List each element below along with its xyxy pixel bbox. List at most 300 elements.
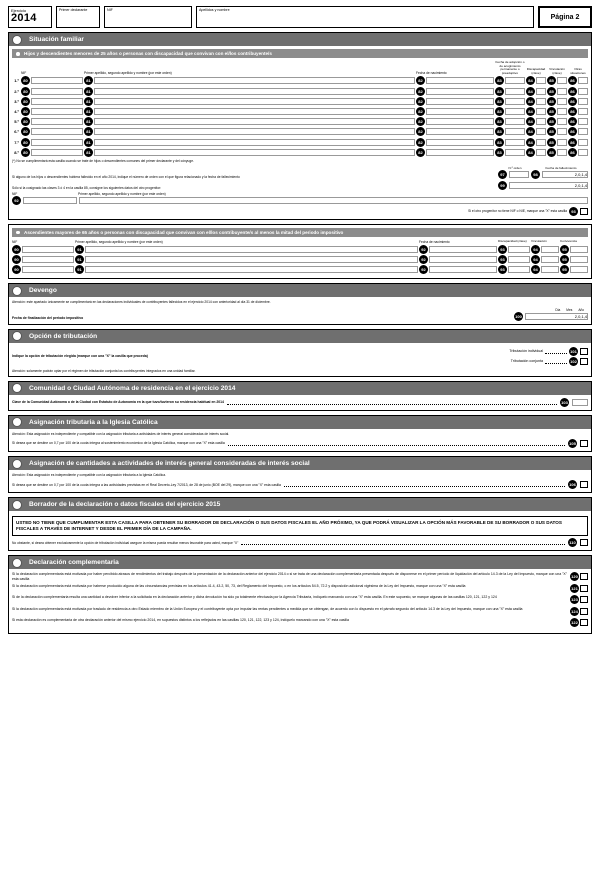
field-number: 84: [526, 117, 535, 126]
input-nif[interactable]: [22, 256, 74, 263]
checkbox-complementaria[interactable]: [580, 596, 588, 603]
ejercicio-year: 2014: [11, 12, 37, 24]
complementaria-text: Si de la declaración complementaria resulta una cantidad a devolver inferior a la solicitada en la declaración anterior y dicha devolución ha sido ya totalmente efectuada por la Agencia Tributaria, indíquelo marcando con una "X" esta casilla. En este supuesto, se marque algunas de las casillas 120, 121, 122 y 124: [12, 595, 497, 600]
input-fecha-adopcion[interactable]: [505, 88, 525, 95]
input-discapacidad[interactable]: [508, 246, 530, 253]
section-title-situacion-familiar: [9, 33, 591, 46]
field-number: 85: [547, 117, 556, 126]
row-index: 5.º: [14, 119, 19, 125]
input-discapacidad[interactable]: [536, 77, 546, 84]
field-number: 93: [498, 245, 507, 254]
section-title-complementaria: [9, 556, 591, 569]
nif-label: NIF: [107, 8, 113, 12]
field-number: 99: [498, 181, 507, 190]
tributacion-indique: Indique la opción de tributación elegida (marque con una "X" la casilla que proceda): [12, 353, 148, 358]
section-title-actividades: [9, 457, 591, 470]
field-number: 82: [416, 87, 425, 96]
label-dia: Día: [555, 307, 561, 312]
input-nif[interactable]: [31, 118, 83, 125]
input-fecha-nac[interactable]: [426, 118, 494, 125]
input-nombre[interactable]: [85, 266, 418, 273]
subsection-descendientes: [12, 49, 588, 58]
input-nombre[interactable]: [94, 77, 415, 84]
devengo-label: Fecha de finalización del periodo impositivo: [12, 316, 84, 321]
field-number: 84: [526, 138, 535, 147]
field-number: 83: [495, 76, 504, 85]
footnote-asterisk: (*) No se cumplimentará esta casilla cuando se trate de hijos o descendientes comunes del primer declarante y del cónyuge.: [12, 158, 194, 163]
field-number: 84: [526, 97, 535, 106]
row-index: 1.º: [14, 78, 19, 84]
input-fecha-adopcion[interactable]: [505, 77, 525, 84]
checkbox-complementaria[interactable]: [580, 608, 588, 615]
field-number: 85: [547, 97, 556, 106]
field-number: 81: [84, 127, 93, 136]
section-bullet-icon: [12, 459, 22, 469]
field-number: 82: [416, 127, 425, 136]
section-title-comunidad: [9, 382, 591, 395]
input-clave-comunidad[interactable]: [572, 399, 588, 406]
descendientes-column-headers: [12, 61, 588, 75]
field-number: 81: [84, 76, 93, 85]
input-nif[interactable]: [31, 128, 83, 135]
row-index: 2.º: [14, 88, 19, 94]
field-number: 84: [526, 148, 535, 157]
field-number: 124: [571, 608, 578, 614]
borrador-small-text: No obstante, si desea obtener exclusivamente la opción de tributación individual asegure la misma pueda resultar menos favorable para usted, marque "X": [12, 540, 239, 545]
prog-sin-nif-text: Si el otro progenitor no tiene NIF o NIE, marque una "X" esta casilla: [468, 209, 567, 214]
complementaria-text: Si la declaración complementaria está motivada por haber percibido atrasos de rendimientos del trabajo después de la presentación de la declaración anterior del ejercicio 2014 o si se trata de una declaración complementaria presentada después de disponerse en el primer período de liquidación del artículo 14.3 de la Ley del Impuesto, marque con una "X" esta casilla: [12, 572, 567, 581]
section-bullet-icon: [12, 383, 22, 393]
field-number: 91: [75, 245, 84, 254]
input-fecha-adopcion[interactable]: [505, 128, 525, 135]
ascendientes-column-headers: [12, 240, 588, 244]
field-number: 80: [21, 127, 30, 136]
field-number: 91: [75, 265, 84, 274]
field-number: 85: [547, 107, 556, 116]
checkbox-complementaria[interactable]: [580, 585, 588, 592]
field-number: 80: [21, 97, 30, 106]
input-nombre[interactable]: [85, 246, 418, 253]
section-opcion-tributacion: [8, 329, 592, 377]
field-number: 103: [561, 399, 568, 405]
apellidos-field[interactable]: [196, 6, 534, 28]
input-fecha-nac[interactable]: [429, 246, 497, 253]
input-discapacidad[interactable]: [508, 256, 530, 263]
iglesia-atencion: Atención: Esta asignación es independiente y compatible con la asignación tributaria a actividades de interés general consideradas de interés social.: [12, 431, 230, 436]
field-number: 82: [416, 97, 425, 106]
input-fecha-nac[interactable]: [426, 98, 494, 105]
field-number: 83: [495, 107, 504, 116]
field-number: 95: [560, 255, 569, 264]
table-row[interactable]: [12, 76, 588, 85]
field-number: 83: [495, 138, 504, 147]
row-index: 8.º: [14, 149, 19, 155]
label-tributacion-individual: Tributación individual: [509, 349, 543, 354]
section-bullet-icon: [12, 331, 22, 341]
field-number: 84: [526, 127, 535, 136]
input-nombre[interactable]: [94, 88, 415, 95]
field-number: 110: [569, 540, 576, 546]
field-number: 80: [21, 148, 30, 157]
col-discapacidad: Discapacidad (clave): [526, 67, 546, 75]
input-nombre[interactable]: [94, 98, 415, 105]
input-vinculacion[interactable]: [557, 118, 567, 125]
page-number: Página 2: [538, 6, 592, 28]
col-convivencia: Convivencia: [560, 239, 577, 244]
subsection-label: Ascendientes mayores de 65 años o personas con discapacidad que convivan con el/los contribuyente/s al menos la mitad del periodo impositivo: [24, 229, 344, 235]
field-number: 85: [547, 148, 556, 157]
input-discapacidad[interactable]: [536, 118, 546, 125]
input-nif[interactable]: [31, 108, 83, 115]
primer-declarante-box: [56, 6, 100, 28]
complementaria-text: Si la declaración complementaria está motivada por haberse producido alguna de las circunstancias previstas en los artículos 41.4, 43.2, 50, 73, del Reglamento del Impuesto, o en los artículos 54.5, 72.2 y disposición adicional vigésima de la Ley del Impuesto, marque con una "X" esta casilla: [12, 583, 466, 588]
input-otras[interactable]: [578, 118, 588, 125]
field-number: 80: [21, 138, 30, 147]
input-fecha-finalizacion[interactable]: 2,0,1,4: [525, 313, 588, 320]
field-number: 83: [495, 97, 504, 106]
input-convivencia[interactable]: [570, 256, 588, 263]
section-label: Situación familiar: [29, 36, 84, 43]
field-number: 86: [568, 138, 577, 147]
input-nif[interactable]: [31, 77, 83, 84]
input-fecha-fallecimiento[interactable]: 2,0,1,4: [542, 171, 588, 178]
input-fecha-nac[interactable]: [426, 149, 494, 156]
input-vinculacion[interactable]: [541, 266, 559, 273]
input-fecha-nac[interactable]: [426, 77, 494, 84]
section-ascendientes: [8, 224, 592, 280]
field-number: 90: [12, 245, 21, 254]
option-individual[interactable]: [438, 347, 588, 356]
ejercicio-box: [8, 6, 52, 28]
input-otras[interactable]: [578, 108, 588, 115]
field-number: 86: [568, 97, 577, 106]
list-item[interactable]: [12, 584, 588, 593]
field-number: 81: [84, 148, 93, 157]
input-nif[interactable]: [31, 98, 83, 105]
list-item[interactable]: [12, 618, 588, 627]
row-index: 7.º: [14, 139, 19, 145]
list-item[interactable]: [12, 572, 588, 581]
field-number: 97: [498, 170, 507, 179]
complementaria-text: Si esta declaración es complementaria de otra declaración anterior del mismo ejercicio 2014, en supuestos distintos a los reflejados en las casillas 120, 121, 122, 123 y 124, indíquelo marcando con una "X" esta casilla: [12, 618, 349, 623]
table-row[interactable]: [12, 107, 588, 116]
field-number: 94: [531, 255, 540, 264]
field-number: 93: [569, 207, 578, 216]
input-nif[interactable]: [22, 266, 74, 273]
section-actividades: [8, 456, 592, 493]
section-label: Comunidad o Ciudad Autónoma de residencia en el ejercicio 2014: [29, 384, 236, 392]
col-vinculacion: Vinculación (clave): [549, 67, 565, 75]
nif-field[interactable]: [104, 6, 192, 28]
section-label: Asignación tributaria a la Iglesia Católica: [29, 418, 158, 426]
input-discapacidad[interactable]: [536, 108, 546, 115]
table-row[interactable]: [12, 148, 588, 157]
field-number: 85: [547, 138, 556, 147]
input-otras[interactable]: [578, 149, 588, 156]
primer-declarante-label: Primer declarante: [59, 8, 88, 12]
input-claves-fecha[interactable]: 2,0,1,4: [509, 182, 588, 189]
input-vinculacion[interactable]: [557, 88, 567, 95]
input-otras[interactable]: [578, 139, 588, 146]
section-label: Asignación de cantidades a actividades de interés general consideradas de interés social: [29, 460, 310, 468]
field-number: 84: [526, 76, 535, 85]
input-fecha-adopcion[interactable]: [505, 108, 525, 115]
input-fecha-nac[interactable]: [426, 108, 494, 115]
field-number: 80: [21, 76, 30, 85]
input-fecha-nac[interactable]: [429, 266, 497, 273]
input-fecha-adopcion[interactable]: [505, 98, 525, 105]
section-situacion-familiar: [8, 32, 592, 220]
label-prog-nombre: Primer apellido, segundo apellido y nombre (por este orden): [78, 191, 166, 196]
field-number: 81: [84, 117, 93, 126]
section-bullet-icon: [12, 500, 22, 510]
field-number: 81: [84, 97, 93, 106]
row-index: 4.º: [14, 108, 19, 114]
input-discapacidad[interactable]: [536, 149, 546, 156]
input-nif[interactable]: [31, 149, 83, 156]
field-number: 98: [531, 170, 540, 179]
field-number: 85: [547, 127, 556, 136]
input-fecha-adopcion[interactable]: [505, 149, 525, 156]
field-number: 92: [419, 255, 428, 264]
field-number: 105: [569, 441, 576, 447]
iglesia-text: Si desea que se destine un 0,7 por 100 de la cuota íntegra al sostenimiento económico de la Iglesia Católica, marque con una "X" esta casilla: [12, 441, 225, 446]
field-number: 101: [570, 348, 577, 354]
input-nif[interactable]: [31, 139, 83, 146]
input-vinculacion[interactable]: [557, 77, 567, 84]
field-number: 83: [495, 87, 504, 96]
field-number: 86: [568, 107, 577, 116]
apellidos-label: Apellidos y nombre: [199, 8, 230, 12]
devengo-atencion: Atención: este apartado únicamente se cumplimentará en las declaraciones individuales de contribuyentes fallecidos en el ejercicio 2014 con anterioridad al día 31 de diciembre.: [12, 300, 271, 305]
input-prog-nombre[interactable]: [79, 197, 588, 204]
input-nombre[interactable]: [94, 118, 415, 125]
field-number: 86: [568, 117, 577, 126]
field-number: 81: [84, 107, 93, 116]
field-number: 83: [495, 127, 504, 136]
input-convivencia[interactable]: [570, 246, 588, 253]
field-number: 86: [568, 76, 577, 85]
field-number: 85: [547, 87, 556, 96]
input-fecha-nac[interactable]: [426, 128, 494, 135]
checkbox-actividades[interactable]: [580, 481, 588, 488]
input-otras[interactable]: [578, 98, 588, 105]
input-otras[interactable]: [578, 77, 588, 84]
complementaria-text: Si la declaración complementaria está motivada por traslado de residencia a otro Estado miembro de la Unión Europea y el contribuyente opta por imputar las rentas pendientes a medida que se obtengan, de acuerdo con lo dispuesto en el párrafo segundo del artículo 14.3 de la Ley del Impuesto, marque con una "X" esta casilla: [12, 606, 523, 611]
field-number: 92: [12, 196, 21, 205]
field-number: 86: [568, 87, 577, 96]
field-number: 80: [21, 117, 30, 126]
input-discapacidad[interactable]: [536, 98, 546, 105]
input-nif[interactable]: [31, 88, 83, 95]
col-nif: NIF: [21, 71, 27, 76]
input-fecha-adopcion[interactable]: [505, 139, 525, 146]
list-item[interactable]: [12, 595, 588, 604]
col-nombre: Primer apellido, segundo apellido y nombre (por este orden): [84, 71, 172, 76]
field-number: 122: [571, 620, 578, 626]
label-fecha-fallecimiento: Fecha de fallecimiento: [545, 165, 577, 170]
field-number: 82: [416, 107, 425, 116]
label-mes: Mes: [566, 307, 573, 312]
field-number: 93: [498, 265, 507, 274]
row-index: 6.º: [14, 129, 19, 135]
field-number: 80: [21, 107, 30, 116]
checkbox-borrador[interactable]: [580, 539, 588, 546]
field-number: 82: [416, 148, 425, 157]
label-anio: Año: [578, 307, 584, 312]
field-number: 95: [560, 265, 569, 274]
input-discapacidad[interactable]: [536, 88, 546, 95]
input-vinculacion[interactable]: [557, 108, 567, 115]
borrador-aviso-text: USTED NO TIENE QUE CUMPLIMENTAR ESTA CASILLA PARA OBTENER SU BORRADOR DE DECLARACIÓN O SUS DATOS FISCALES EL AÑO PRÓXIMO, YA QUE PODRÁ VISUALIZAR LA OPCIÓN MÁS FAVORABLE DE SU BORRADOR O SUS DATOS FISCALES A TRAVÉS DE INTERNET Y DESDE EL PRIMER DÍA DE LA CAMPAÑA.: [16, 520, 562, 532]
checkbox-complementaria[interactable]: [580, 573, 588, 580]
field-number: 84: [526, 87, 535, 96]
input-fecha-adopcion[interactable]: [505, 118, 525, 125]
checkbox-conjunta[interactable]: [580, 358, 588, 365]
col-fecha-adopcion: Fecha de adopción o de acogimiento permanente o preadoptivo: [495, 60, 525, 75]
section-comunidad: [8, 381, 592, 411]
col-vinculacion: Vinculación: [531, 239, 547, 244]
section-title-devengo: [9, 284, 591, 297]
field-number: 121: [571, 585, 578, 591]
input-num-orden[interactable]: [509, 171, 529, 178]
section-title-opcion-tributacion: [9, 330, 591, 343]
field-number: 86: [568, 127, 577, 136]
input-nombre[interactable]: [94, 128, 415, 135]
table-row[interactable]: [12, 97, 588, 106]
input-fecha-nac[interactable]: [426, 139, 494, 146]
fallecido-text: Si alguno de los hijos o descendientes hubiera fallecido en el año 2014, indique el número de orden con el que figura relacionado y la fecha de fallecimiento: [12, 174, 240, 179]
input-discapacidad[interactable]: [508, 266, 530, 273]
input-vinculacion[interactable]: [557, 139, 567, 146]
input-nombre[interactable]: [94, 139, 415, 146]
section-title-iglesia: [9, 416, 591, 429]
table-row[interactable]: [12, 255, 588, 264]
label-tributacion-conjunta: Tributación conjunta: [510, 359, 543, 364]
field-number: 92: [419, 245, 428, 254]
field-number: 94: [531, 245, 540, 254]
input-fecha-nac[interactable]: [429, 256, 497, 263]
actividades-text: Si desea que se destine un 0,7 por 100 de la cuota íntegra a las actividades previstas en el Real Decreto-Ley 7/2013, de 28 de junio (BOE del 29), marque con una "X" esta casilla: [12, 482, 281, 487]
input-vinculacion[interactable]: [557, 98, 567, 105]
checkbox-iglesia[interactable]: [580, 440, 588, 447]
section-bullet-icon: [12, 558, 22, 568]
section-complementaria: [8, 555, 592, 634]
comunidad-text: Clave de la Comunidad Autónoma o de la Ciudad con Estatuto de Autonomía en la que tuvo/tuvieron su residencia habitual en 2014: [12, 400, 224, 405]
input-convivencia[interactable]: [570, 266, 588, 273]
row-index: 3.º: [14, 98, 19, 104]
section-label: Declaración complementaria: [29, 559, 119, 567]
field-number: 80: [21, 87, 30, 96]
field-number: 93: [498, 255, 507, 264]
label-prog-nif: NIF: [12, 191, 18, 196]
input-otras[interactable]: [578, 128, 588, 135]
option-conjunta[interactable]: [438, 357, 588, 366]
field-number: 81: [84, 138, 93, 147]
subsection-label: Hijos y descendientes menores de 25 años o personas con discapacidad que convivan con el/los contribuyente/s: [24, 51, 272, 56]
field-number: 100: [515, 313, 522, 319]
field-number: 91: [75, 255, 84, 264]
input-vinculacion[interactable]: [557, 128, 567, 135]
field-number: 90: [12, 265, 21, 274]
input-nombre[interactable]: [85, 256, 418, 263]
input-otras[interactable]: [578, 88, 588, 95]
col-discapacidad: Discapacidad (clave): [498, 239, 527, 244]
bullet-icon: [16, 231, 20, 235]
section-bullet-icon: [12, 35, 22, 45]
input-discapacidad[interactable]: [536, 128, 546, 135]
input-vinculacion[interactable]: [541, 256, 559, 263]
field-number: 123: [571, 597, 578, 603]
checkbox-complementaria[interactable]: [580, 619, 588, 626]
input-nombre[interactable]: [94, 108, 415, 115]
field-number: 106: [569, 482, 576, 488]
field-number: 84: [526, 107, 535, 116]
section-iglesia: [8, 415, 592, 452]
col-otras: Otras situaciones: [570, 67, 586, 75]
ejercicio-label: Ejercicio: [11, 8, 27, 13]
input-nombre[interactable]: [94, 149, 415, 156]
checkbox-prog-sin-nif[interactable]: [580, 208, 588, 215]
descendientes-rows: [12, 76, 588, 156]
table-row[interactable]: [12, 265, 588, 274]
table-row[interactable]: [12, 117, 588, 126]
table-row[interactable]: [12, 245, 588, 254]
field-number: 90: [12, 255, 21, 264]
actividades-atencion: Atención: Esta asignación es independiente y compatible con la asignación tributaria a la Iglesia Católica.: [12, 473, 166, 478]
section-label: Borrador de la declaración o datos fiscales del ejercicio 2015: [29, 501, 221, 509]
borrador-aviso-box: [12, 516, 588, 536]
field-number: 85: [547, 76, 556, 85]
field-number: 83: [495, 117, 504, 126]
field-number: 82: [416, 117, 425, 126]
section-devengo: [8, 283, 592, 324]
input-vinculacion[interactable]: [541, 246, 559, 253]
subsection-ascendientes: [12, 228, 588, 237]
col-nombre: Primer apellido, segundo apellido y nombre (por este orden): [75, 239, 163, 244]
section-bullet-icon: [12, 286, 22, 296]
input-discapacidad[interactable]: [536, 139, 546, 146]
table-row[interactable]: [12, 127, 588, 136]
section-title-borrador: [9, 498, 591, 511]
bullet-icon: [16, 52, 20, 56]
table-row[interactable]: [12, 138, 588, 147]
input-fecha-nac[interactable]: [426, 88, 494, 95]
field-number: 86: [568, 148, 577, 157]
checkbox-individual[interactable]: [580, 348, 588, 355]
field-number: 102: [570, 358, 577, 364]
field-number: 92: [419, 265, 428, 274]
page-header: [8, 6, 592, 28]
input-nif[interactable]: [22, 246, 74, 253]
col-fecha-nac: Fecha de nacimiento: [416, 71, 447, 76]
section-bullet-icon: [12, 417, 22, 427]
table-row[interactable]: [12, 87, 588, 96]
tributacion-atencion: Atención: solamente podrán optar por el régimen de tributación conjunta los contribuyentes integrados en una unidad familiar.: [12, 368, 196, 373]
label-num-orden: N.º orden: [508, 165, 522, 170]
section-label: Opción de tributación: [29, 332, 98, 340]
col-nif: NIF: [12, 239, 18, 244]
input-vinculacion[interactable]: [557, 149, 567, 156]
field-number: 82: [416, 76, 425, 85]
field-number: 83: [495, 148, 504, 157]
input-prog-nif[interactable]: [23, 197, 77, 204]
field-number: 120: [571, 574, 578, 580]
section-label: Devengo: [29, 287, 57, 295]
field-number: 81: [84, 87, 93, 96]
col-fecha-nac: Fecha de nacimiento: [419, 239, 450, 244]
list-item[interactable]: [12, 607, 588, 616]
